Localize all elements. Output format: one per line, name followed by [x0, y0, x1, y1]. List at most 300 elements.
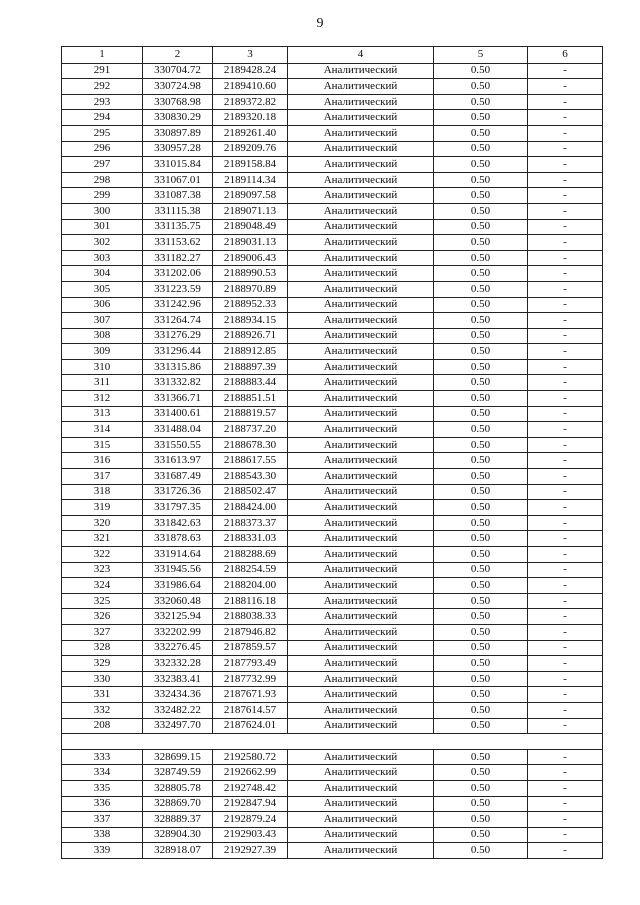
table-cell: 331797.35: [143, 500, 213, 516]
table-row: [62, 765, 603, 781]
table-row: [62, 702, 603, 718]
table-cell: -: [528, 515, 603, 531]
table-cell: 0.50: [434, 562, 528, 578]
table-cell: 0.50: [434, 344, 528, 360]
table-row: [62, 172, 603, 188]
table-cell: -: [528, 250, 603, 266]
table-cell: -: [528, 297, 603, 313]
table-cell: -: [528, 624, 603, 640]
table-cell: 329: [62, 656, 143, 672]
table-cell: 331242.96: [143, 297, 213, 313]
table-row: [62, 640, 603, 656]
table-cell: 0.50: [434, 219, 528, 235]
table-cell: 307: [62, 313, 143, 329]
table-cell: 331067.01: [143, 172, 213, 188]
empty-cell: [434, 734, 528, 750]
table-cell: 0.50: [434, 281, 528, 297]
table-cell: 330: [62, 671, 143, 687]
table-cell: 331153.62: [143, 235, 213, 251]
table-cell: -: [528, 843, 603, 859]
table-cell: 2188254.59: [213, 562, 288, 578]
table-cell: 317: [62, 469, 143, 485]
table-cell: 0.50: [434, 94, 528, 110]
table-row: [62, 313, 603, 329]
table-cell: Аналитический: [288, 235, 434, 251]
table-cell: 2189428.24: [213, 63, 288, 79]
table-cell: 0.50: [434, 266, 528, 282]
table-cell: 2188331.03: [213, 531, 288, 547]
table-cell: Аналитический: [288, 562, 434, 578]
table-cell: 331: [62, 687, 143, 703]
table-cell: 0.50: [434, 125, 528, 141]
table-cell: Аналитический: [288, 624, 434, 640]
table-cell: -: [528, 266, 603, 282]
table-cell: 0.50: [434, 391, 528, 407]
table-cell: 327: [62, 624, 143, 640]
table-cell: 2188970.89: [213, 281, 288, 297]
table-cell: 311: [62, 375, 143, 391]
table-cell: 2192879.24: [213, 812, 288, 828]
table-row: [62, 593, 603, 609]
table-cell: 328904.30: [143, 827, 213, 843]
table-cell: 0.50: [434, 547, 528, 563]
table-cell: Аналитический: [288, 328, 434, 344]
column-header: 2: [143, 47, 213, 64]
column-header: 1: [62, 47, 143, 64]
table-cell: -: [528, 422, 603, 438]
table-cell: 331687.49: [143, 469, 213, 485]
table-row: [62, 453, 603, 469]
table-cell: -: [528, 593, 603, 609]
table-cell: 335: [62, 780, 143, 796]
table-cell: Аналитический: [288, 827, 434, 843]
table-cell: -: [528, 313, 603, 329]
table-cell: 0.50: [434, 484, 528, 500]
table-cell: 2188990.53: [213, 266, 288, 282]
table-cell: 2188897.39: [213, 359, 288, 375]
table-cell: 330704.72: [143, 63, 213, 79]
table-cell: 319: [62, 500, 143, 516]
table-cell: -: [528, 188, 603, 204]
table-row: [62, 531, 603, 547]
table-row: [62, 843, 603, 859]
table-row: [62, 656, 603, 672]
table-cell: Аналитический: [288, 79, 434, 95]
table-cell: 328749.59: [143, 765, 213, 781]
table-cell: Аналитический: [288, 250, 434, 266]
table-cell: 332383.41: [143, 671, 213, 687]
table-cell: 308: [62, 328, 143, 344]
table-cell: 0.50: [434, 624, 528, 640]
table-cell: -: [528, 328, 603, 344]
table-cell: 331182.27: [143, 250, 213, 266]
table-cell: 330830.29: [143, 110, 213, 126]
table-cell: Аналитический: [288, 500, 434, 516]
table-cell: 0.50: [434, 297, 528, 313]
table-cell: 0.50: [434, 531, 528, 547]
table-cell: Аналитический: [288, 547, 434, 563]
table-cell: Аналитический: [288, 593, 434, 609]
table-cell: 0.50: [434, 843, 528, 859]
table-row: [62, 406, 603, 422]
table-cell: 2189320.18: [213, 110, 288, 126]
table-cell: 0.50: [434, 656, 528, 672]
table-cell: 0.50: [434, 203, 528, 219]
table-cell: 331986.64: [143, 578, 213, 594]
table-cell: 0.50: [434, 453, 528, 469]
table-cell: 328805.78: [143, 780, 213, 796]
table-cell: Аналитический: [288, 375, 434, 391]
table-cell: 2189209.76: [213, 141, 288, 157]
table-row: [62, 624, 603, 640]
table-cell: 331726.36: [143, 484, 213, 500]
empty-cell: [62, 734, 143, 750]
table-cell: 0.50: [434, 469, 528, 485]
table-cell: -: [528, 718, 603, 734]
table-cell: 306: [62, 297, 143, 313]
table-row: [62, 281, 603, 297]
table-row: [62, 391, 603, 407]
table-row: [62, 203, 603, 219]
table-cell: 2187614.57: [213, 702, 288, 718]
table-cell: 2188373.37: [213, 515, 288, 531]
group-separator-row: [62, 734, 603, 750]
table-cell: Аналитический: [288, 671, 434, 687]
table-cell: Аналитический: [288, 796, 434, 812]
table-cell: 310: [62, 359, 143, 375]
table-cell: -: [528, 391, 603, 407]
table-cell: 332060.48: [143, 593, 213, 609]
table-cell: 2188851.51: [213, 391, 288, 407]
empty-cell: [288, 734, 434, 750]
table-cell: -: [528, 172, 603, 188]
table-cell: -: [528, 796, 603, 812]
table-cell: -: [528, 125, 603, 141]
table-cell: -: [528, 780, 603, 796]
table-cell: 2187859.57: [213, 640, 288, 656]
table-cell: Аналитический: [288, 531, 434, 547]
table-cell: 0.50: [434, 500, 528, 516]
table-cell: 0.50: [434, 796, 528, 812]
table-cell: 332332.28: [143, 656, 213, 672]
table-row: [62, 344, 603, 360]
table-cell: Аналитический: [288, 219, 434, 235]
table-cell: 331276.29: [143, 328, 213, 344]
table-cell: -: [528, 687, 603, 703]
table-cell: -: [528, 500, 603, 516]
table-cell: 2189114.34: [213, 172, 288, 188]
table-cell: 293: [62, 94, 143, 110]
table-cell: 0.50: [434, 827, 528, 843]
table-cell: 331296.44: [143, 344, 213, 360]
table-cell: 332: [62, 702, 143, 718]
table-cell: 332434.36: [143, 687, 213, 703]
table-cell: 291: [62, 63, 143, 79]
empty-cell: [213, 734, 288, 750]
table-cell: 0.50: [434, 640, 528, 656]
table-cell: 2187671.93: [213, 687, 288, 703]
table-cell: -: [528, 547, 603, 563]
table-cell: -: [528, 79, 603, 95]
table-row: [62, 250, 603, 266]
table-cell: 331613.97: [143, 453, 213, 469]
table-cell: 2189048.49: [213, 219, 288, 235]
table-cell: 333: [62, 749, 143, 765]
table-row: [62, 235, 603, 251]
table-row: [62, 515, 603, 531]
table-cell: 2189097.58: [213, 188, 288, 204]
table-cell: 2188819.57: [213, 406, 288, 422]
table-cell: 312: [62, 391, 143, 407]
table-cell: 2189372.82: [213, 94, 288, 110]
table-cell: 2192748.42: [213, 780, 288, 796]
table-cell: 0.50: [434, 687, 528, 703]
table-cell: 2188617.55: [213, 453, 288, 469]
table-cell: Аналитический: [288, 453, 434, 469]
table-cell: 301: [62, 219, 143, 235]
table-cell: 313: [62, 406, 143, 422]
table-cell: Аналитический: [288, 188, 434, 204]
table-cell: 0.50: [434, 375, 528, 391]
page-number: 9: [316, 16, 324, 31]
table-row: [62, 157, 603, 173]
table-cell: Аналитический: [288, 578, 434, 594]
table-cell: Аналитический: [288, 172, 434, 188]
table-cell: 2188883.44: [213, 375, 288, 391]
table-cell: Аналитический: [288, 63, 434, 79]
table-cell: 298: [62, 172, 143, 188]
table-cell: 0.50: [434, 313, 528, 329]
table-cell: 2188678.30: [213, 437, 288, 453]
table-cell: Аналитический: [288, 749, 434, 765]
table-cell: Аналитический: [288, 297, 434, 313]
table-cell: Аналитический: [288, 656, 434, 672]
table-cell: -: [528, 656, 603, 672]
table-row: [62, 718, 603, 734]
table-cell: 305: [62, 281, 143, 297]
table-cell: 331400.61: [143, 406, 213, 422]
table-row: [62, 375, 603, 391]
table-cell: Аналитический: [288, 609, 434, 625]
table-cell: -: [528, 63, 603, 79]
table-cell: 328: [62, 640, 143, 656]
table-cell: 331550.55: [143, 437, 213, 453]
table-cell: 318: [62, 484, 143, 500]
table-cell: 0.50: [434, 702, 528, 718]
table-row: [62, 687, 603, 703]
table-cell: -: [528, 235, 603, 251]
table-cell: 292: [62, 79, 143, 95]
table-row: [62, 359, 603, 375]
table-cell: 0.50: [434, 609, 528, 625]
table-cell: Аналитический: [288, 391, 434, 407]
table-cell: -: [528, 578, 603, 594]
table-cell: -: [528, 749, 603, 765]
table-cell: Аналитический: [288, 702, 434, 718]
table-cell: -: [528, 562, 603, 578]
table-cell: 0.50: [434, 578, 528, 594]
table-cell: Аналитический: [288, 110, 434, 126]
table-cell: -: [528, 484, 603, 500]
table-cell: Аналитический: [288, 469, 434, 485]
table-cell: 331202.06: [143, 266, 213, 282]
column-header: 5: [434, 47, 528, 64]
table-row: [62, 328, 603, 344]
table-row: [62, 125, 603, 141]
table-cell: Аналитический: [288, 203, 434, 219]
table-cell: -: [528, 157, 603, 173]
table-cell: 331488.04: [143, 422, 213, 438]
table-cell: 331015.84: [143, 157, 213, 173]
column-header: 4: [288, 47, 434, 64]
table-cell: -: [528, 281, 603, 297]
header-row: [62, 47, 603, 64]
table-cell: Аналитический: [288, 640, 434, 656]
table-cell: 0.50: [434, 765, 528, 781]
table-cell: Аналитический: [288, 812, 434, 828]
table-cell: 315: [62, 437, 143, 453]
table-cell: -: [528, 359, 603, 375]
table-cell: Аналитический: [288, 843, 434, 859]
table-row: [62, 266, 603, 282]
table-cell: -: [528, 94, 603, 110]
table-cell: 2189158.84: [213, 157, 288, 173]
table-row: [62, 219, 603, 235]
table-cell: 321: [62, 531, 143, 547]
table-cell: 2188926.71: [213, 328, 288, 344]
table-cell: -: [528, 141, 603, 157]
table-cell: 2188116.18: [213, 593, 288, 609]
table-cell: Аналитический: [288, 780, 434, 796]
table-cell: 2188288.69: [213, 547, 288, 563]
table-cell: -: [528, 406, 603, 422]
table-row: [62, 94, 603, 110]
table-cell: Аналитический: [288, 344, 434, 360]
table-cell: 0.50: [434, 749, 528, 765]
table-cell: 2188424.00: [213, 500, 288, 516]
table-row: [62, 469, 603, 485]
table-cell: 325: [62, 593, 143, 609]
table-cell: 331945.56: [143, 562, 213, 578]
table-cell: 331842.63: [143, 515, 213, 531]
table-cell: 296: [62, 141, 143, 157]
table-cell: 0.50: [434, 250, 528, 266]
table-cell: 304: [62, 266, 143, 282]
table-cell: 2192580.72: [213, 749, 288, 765]
table-cell: Аналитический: [288, 422, 434, 438]
table-cell: Аналитический: [288, 437, 434, 453]
table-row: [62, 437, 603, 453]
table-cell: 0.50: [434, 110, 528, 126]
table-row: [62, 297, 603, 313]
table-cell: 302: [62, 235, 143, 251]
table-cell: 322: [62, 547, 143, 563]
table-cell: 2189410.60: [213, 79, 288, 95]
table-cell: 295: [62, 125, 143, 141]
table-cell: -: [528, 531, 603, 547]
table-cell: 303: [62, 250, 143, 266]
table-cell: 2188502.47: [213, 484, 288, 500]
table-cell: 2189261.40: [213, 125, 288, 141]
table-cell: 2187624.01: [213, 718, 288, 734]
table-cell: 0.50: [434, 422, 528, 438]
table-cell: 297: [62, 157, 143, 173]
table-cell: 0.50: [434, 328, 528, 344]
table-cell: 332482.22: [143, 702, 213, 718]
table-cell: 338: [62, 827, 143, 843]
table-cell: -: [528, 469, 603, 485]
table-cell: -: [528, 375, 603, 391]
table-row: [62, 110, 603, 126]
column-header: 3: [213, 47, 288, 64]
table-cell: 2188737.20: [213, 422, 288, 438]
table-cell: -: [528, 827, 603, 843]
table-cell: Аналитический: [288, 515, 434, 531]
table-cell: 331264.74: [143, 313, 213, 329]
table-cell: -: [528, 702, 603, 718]
table-cell: 328889.37: [143, 812, 213, 828]
table-cell: 331878.63: [143, 531, 213, 547]
table-cell: -: [528, 110, 603, 126]
table-cell: 320: [62, 515, 143, 531]
table-row: [62, 812, 603, 828]
empty-cell: [528, 734, 603, 750]
table-cell: 316: [62, 453, 143, 469]
table-row: [62, 780, 603, 796]
table-cell: 332497.70: [143, 718, 213, 734]
table-cell: -: [528, 453, 603, 469]
table-cell: 332276.45: [143, 640, 213, 656]
table-cell: -: [528, 765, 603, 781]
table-cell: -: [528, 609, 603, 625]
table-cell: Аналитический: [288, 359, 434, 375]
table-cell: 330957.28: [143, 141, 213, 157]
table-cell: 331223.59: [143, 281, 213, 297]
table-cell: Аналитический: [288, 141, 434, 157]
table-row: [62, 562, 603, 578]
table-row: [62, 141, 603, 157]
table-cell: 330768.98: [143, 94, 213, 110]
table-cell: Аналитический: [288, 687, 434, 703]
table-cell: 0.50: [434, 812, 528, 828]
table-row: [62, 796, 603, 812]
table-cell: 0.50: [434, 235, 528, 251]
table-cell: Аналитический: [288, 94, 434, 110]
table-cell: 0.50: [434, 141, 528, 157]
table-body: [62, 63, 603, 858]
table-cell: 2189031.13: [213, 235, 288, 251]
table-cell: 2192847.94: [213, 796, 288, 812]
table-cell: 0.50: [434, 359, 528, 375]
table-cell: 309: [62, 344, 143, 360]
table-cell: 328869.70: [143, 796, 213, 812]
table-cell: 2188543.30: [213, 469, 288, 485]
table-cell: 331914.64: [143, 547, 213, 563]
table-cell: 0.50: [434, 406, 528, 422]
table-cell: 2188934.15: [213, 313, 288, 329]
table-cell: 332202.99: [143, 624, 213, 640]
table-cell: -: [528, 640, 603, 656]
table-cell: Аналитический: [288, 313, 434, 329]
table-cell: 0.50: [434, 718, 528, 734]
table-cell: 324: [62, 578, 143, 594]
table-cell: 331366.71: [143, 391, 213, 407]
table-cell: -: [528, 437, 603, 453]
table-cell: 326: [62, 609, 143, 625]
table-cell: 294: [62, 110, 143, 126]
table-cell: -: [528, 203, 603, 219]
table-row: [62, 422, 603, 438]
